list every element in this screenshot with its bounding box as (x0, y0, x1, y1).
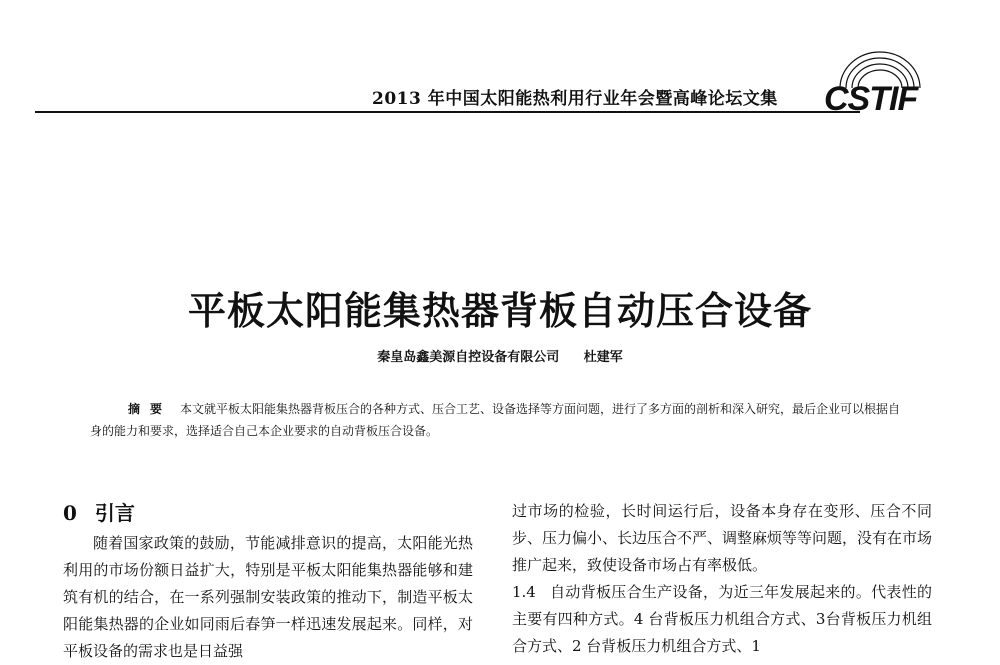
subsection-number: 1.4 (512, 583, 536, 601)
section-title: 引言 (94, 501, 135, 525)
logo-text: CSTIF (824, 80, 918, 118)
affiliation: 秦皇岛鑫美源自控设备有限公司 (377, 350, 560, 365)
left-column (63, 498, 473, 665)
conference-title: 2013 年中国太阳能热利用行业年会暨高峰论坛文集 (372, 89, 778, 109)
abstract-text: 本文就平板太阳能集热器背板压合的各种方式、压合工艺、设备选择等方面问题，进行了多方面的剖析和深入研究，最后企业可以根据自身的能力和要求，选择适合自己本企业要求的自动背板压合设备。 (90, 402, 901, 438)
header-rule (35, 111, 860, 113)
author: 杜建军 (583, 350, 623, 365)
continued-paragraph: 过市场的检验，长时间运行后，设备本身存在变形、压合不同步、压力偏小、长边压合不严、调整麻烦等等问题，没有在市场推广起来，致使设备市场占有率极低。 (512, 502, 933, 574)
section-heading (63, 498, 473, 528)
paper-title: 平板太阳能集热器背板自动压合设备 (187, 288, 812, 333)
abstract-label: 摘要 (128, 402, 173, 416)
right-column (512, 498, 932, 660)
section-number: 0 (63, 501, 77, 525)
byline (0, 346, 1000, 365)
abstract (90, 398, 912, 442)
running-header (0, 0, 1000, 125)
subsection-text: 自动背板压合生产设备，为近三年发展起来的。代表性的主要有四种方式。4 台背板压力机组合方式、3台背板压力机组合方式、2 台背板压力机组合方式、1 (512, 583, 932, 655)
cstif-logo (822, 48, 932, 120)
intro-paragraph: 随着国家政策的鼓励，节能减排意识的提高，太阳能光热利用的市场份额日益扩大，特别是平板太阳能集热器能够和建筑有机的结合，在一系列强制安装政策的推动下，制造平板太阳能集热器的企业如同雨后春笋一样迅速发展起来。同样，对平板设备的需求也是日益强 (63, 534, 473, 660)
subsection-paragraph (512, 579, 932, 660)
